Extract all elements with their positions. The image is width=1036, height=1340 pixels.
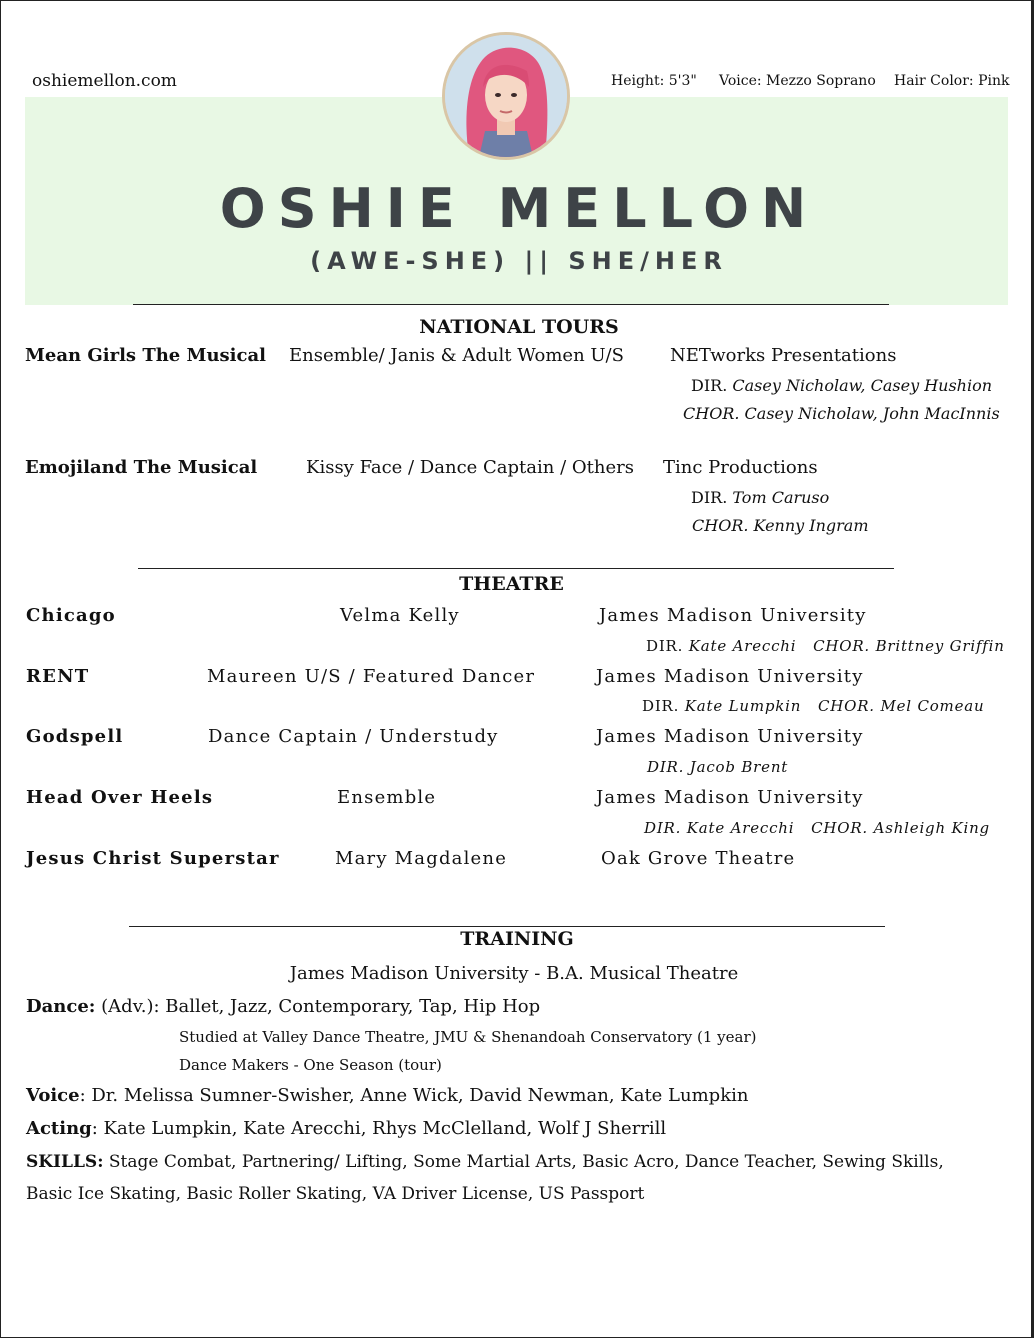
theatre-role: Ensemble	[337, 787, 437, 808]
pronunciation-pronouns: (AWE-SHE) || SHE/HER	[310, 247, 728, 275]
divider	[138, 568, 894, 569]
tour-company: Tinc Productions	[663, 457, 818, 478]
voice-training: Voice: Dr. Melissa Sumner-Swisher, Anne Wick, David Newman, Kate Lumpkin	[26, 1085, 749, 1106]
choreographer-names: Casey Nicholaw, John MacInnis	[744, 404, 1000, 423]
theatre-credits: DIR. Kate Arecchi CHOR. Ashleigh King	[644, 819, 990, 837]
theatre-role: Maureen U/S / Featured Dancer	[207, 666, 536, 687]
theatre-credits: DIR. Kate Lumpkin CHOR. Mel Comeau	[642, 697, 985, 715]
theatre-venue: James Madison University	[596, 726, 864, 747]
hair-stat: Hair Color: Pink	[894, 73, 1010, 89]
theatre-show-title: Godspell	[26, 726, 124, 747]
theatre-role: Velma Kelly	[340, 605, 460, 626]
headshot-image	[445, 35, 567, 157]
tour-choreographer-credit: CHOR. Casey Nicholaw, John MacInnis	[683, 404, 1000, 423]
tour-show-title: Emojiland The Musical	[25, 457, 258, 478]
theatre-show-title: Head Over Heels	[26, 787, 214, 808]
skills-continued: Basic Ice Skating, Basic Roller Skating, VA Driver License, US Passport	[26, 1184, 645, 1204]
degree: James Madison University - B.A. Musical Theatre	[289, 963, 739, 984]
theatre-show-title: Jesus Christ Superstar	[26, 848, 280, 869]
dance-note: Dance Makers - One Season (tour)	[179, 1056, 442, 1074]
tour-show-title: Mean Girls The Musical	[25, 345, 266, 366]
theatre-role: Dance Captain / Understudy	[208, 726, 499, 747]
tour-role: Kissy Face / Dance Captain / Others	[306, 457, 634, 478]
divider	[133, 304, 889, 305]
theatre-show-title: Chicago	[26, 605, 116, 626]
dance-note: Studied at Valley Dance Theatre, JMU & Shenandoah Conservatory (1 year)	[179, 1028, 757, 1046]
tour-director-credit: DIR. Tom Caruso	[691, 488, 830, 507]
acting-training: Acting: Kate Lumpkin, Kate Arecchi, Rhys McClelland, Wolf J Sherrill	[26, 1118, 667, 1139]
director-names: Casey Nicholaw, Casey Hushion	[732, 376, 993, 395]
training-heading: TRAINING	[460, 928, 574, 950]
voice-stat: Voice: Mezzo Soprano	[719, 73, 876, 89]
choreographer-names: Kenny Ingram	[753, 516, 869, 535]
theatre-venue: James Madison University	[596, 666, 864, 687]
dance-training: Dance: (Adv.): Ballet, Jazz, Contemporary, Tap, Hip Hop	[26, 996, 541, 1017]
tour-director-credit: DIR. Casey Nicholaw, Casey Hushion	[691, 376, 993, 395]
skills: SKILLS: Stage Combat, Partnering/ Lifting, Some Martial Arts, Basic Acro, Dance Teacher, Sewing Skills,	[26, 1152, 944, 1172]
tour-role: Ensemble/ Janis & Adult Women U/S	[289, 345, 624, 366]
headshot-photo	[442, 32, 570, 160]
theatre-show-title: RENT	[26, 666, 90, 687]
height-stat: Height: 5'3"	[611, 73, 697, 89]
theatre-credits: DIR. Kate Arecchi CHOR. Brittney Griffin	[646, 637, 1005, 655]
website-link[interactable]: oshiemellon.com	[32, 71, 177, 91]
tour-choreographer-credit: CHOR. Kenny Ingram	[692, 516, 869, 535]
theatre-credits: DIR. Jacob Brent	[647, 758, 789, 776]
theatre-venue: James Madison University	[599, 605, 867, 626]
theatre-heading: THEATRE	[459, 573, 564, 595]
director-names: Tom Caruso	[732, 488, 830, 507]
theatre-venue: James Madison University	[596, 787, 864, 808]
divider	[129, 926, 885, 927]
tour-company: NETworks Presentations	[670, 345, 897, 366]
theatre-venue: Oak Grove Theatre	[601, 848, 796, 869]
theatre-role: Mary Magdalene	[335, 848, 508, 869]
performer-name: OSHIE MELLON	[219, 177, 819, 240]
national-tours-heading: NATIONAL TOURS	[419, 316, 619, 338]
